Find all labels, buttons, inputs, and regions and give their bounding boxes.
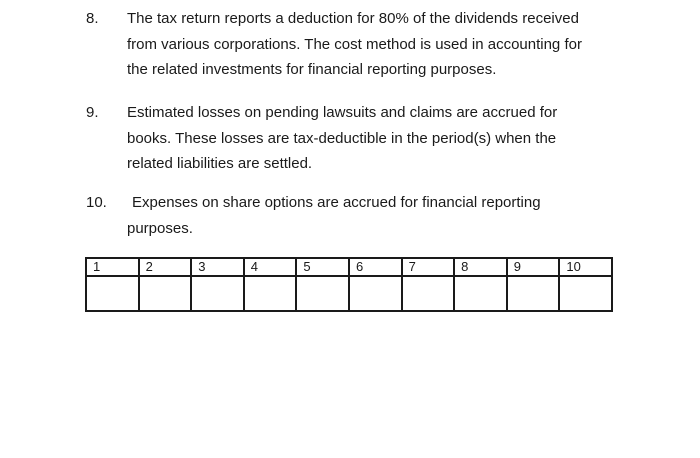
item-text-line: books. These losses are tax-deductible in the period(s) when the xyxy=(127,129,557,147)
answer-grid-header-cell: 2 xyxy=(139,258,192,276)
answer-cell[interactable] xyxy=(296,276,349,311)
item-text xyxy=(127,6,582,83)
answer-cell[interactable] xyxy=(349,276,402,311)
answer-cell[interactable] xyxy=(559,276,612,311)
answer-grid-header-cell: 3 xyxy=(191,258,244,276)
item-text-line: Estimated losses on pending lawsuits and claims are accrued for xyxy=(127,104,558,121)
item-text xyxy=(127,100,557,177)
answer-grid-header-cell: 10 xyxy=(559,258,612,276)
item-text-line: Expenses on share options are accrued for financial reporting xyxy=(132,194,541,211)
answer-cell[interactable] xyxy=(507,276,560,311)
answer-cell[interactable] xyxy=(86,276,139,311)
answer-cell[interactable] xyxy=(454,276,507,311)
answer-grid-header-cell: 5 xyxy=(296,258,349,276)
answer-grid-header-cell: 7 xyxy=(402,258,455,276)
item-text xyxy=(127,190,541,241)
answer-grid-header-row xyxy=(86,258,612,276)
answer-grid-header-cell: 4 xyxy=(244,258,297,276)
item-text-line: from various corporations. The cost method is used in accounting for xyxy=(127,35,582,53)
answer-cell[interactable] xyxy=(244,276,297,311)
answer-grid xyxy=(85,257,613,312)
answer-grid-header-cell: 1 xyxy=(86,258,139,276)
answer-cell[interactable] xyxy=(191,276,244,311)
item-number: 10. xyxy=(86,194,107,211)
answer-cell[interactable] xyxy=(402,276,455,311)
answer-grid-answer-row xyxy=(86,276,612,311)
item-text-line: related liabilities are settled. xyxy=(127,155,313,172)
item-number: 9. xyxy=(86,104,99,121)
item-text-line: The tax return reports a deduction for 80% of the dividends received xyxy=(127,10,579,27)
answer-grid-header-cell: 8 xyxy=(454,258,507,276)
item-text-line: purposes. xyxy=(127,219,193,237)
answer-grid-header-cell: 9 xyxy=(507,258,560,276)
answer-cell[interactable] xyxy=(139,276,192,311)
item-number: 8. xyxy=(86,10,99,27)
answer-grid-header-cell: 6 xyxy=(349,258,402,276)
item-text-line: the related investments for financial reporting purposes. xyxy=(127,61,497,78)
